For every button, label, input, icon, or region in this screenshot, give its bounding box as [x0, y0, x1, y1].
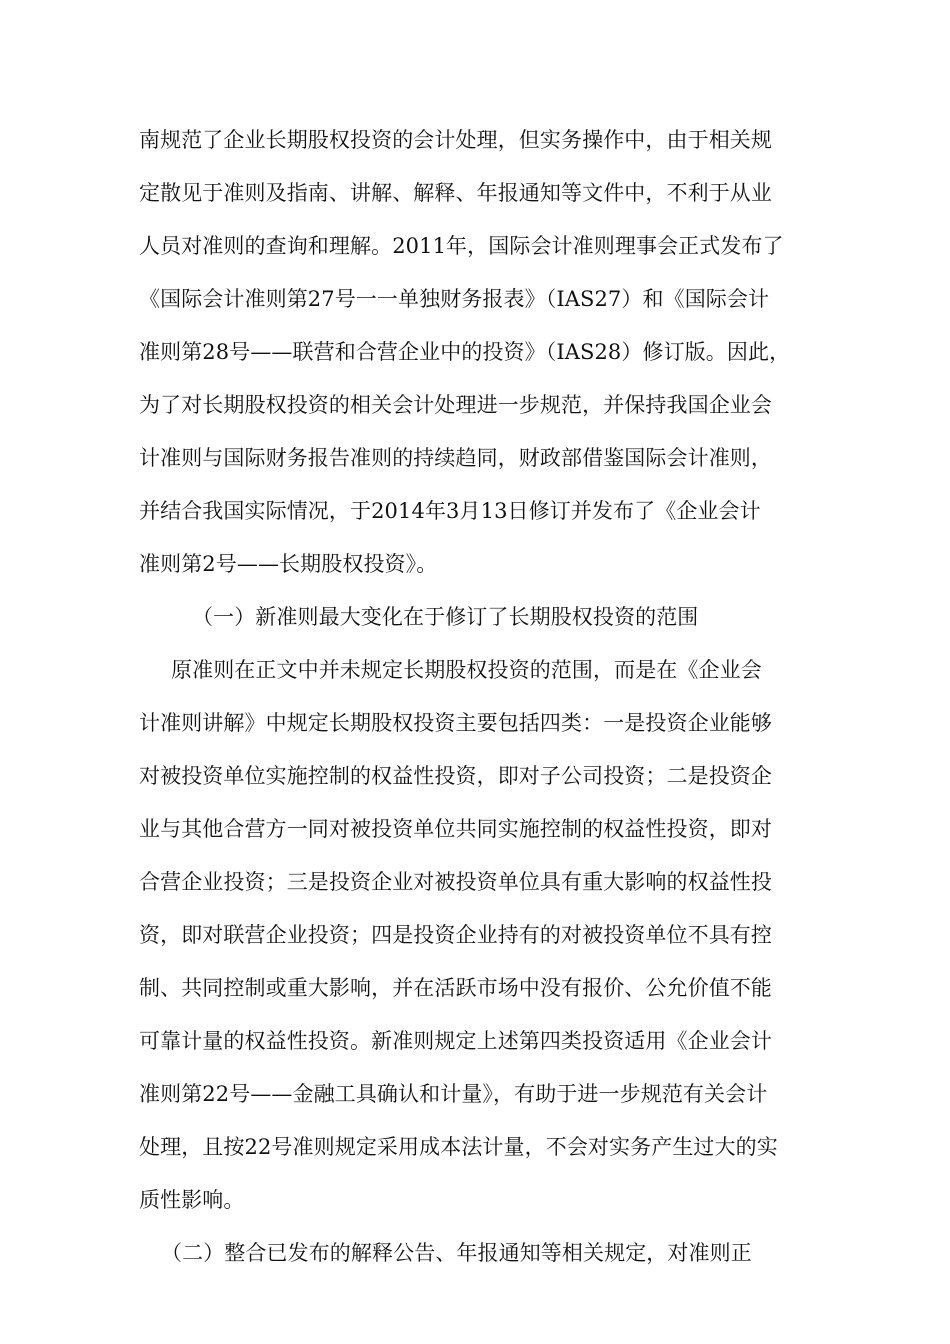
- body-text-line: 南规范了企业长期股权投资的会计处理，但实务操作中，由于相关规: [139, 128, 772, 152]
- body-text-line: 并结合我国实际情况，于2014年3月13日修订并发布了《企业会计: [139, 499, 761, 523]
- body-text-line: 对被投资单位实施控制的权益性投资，即对子公司投资；二是投资企: [139, 764, 772, 788]
- body-text-line: 质性影响。: [139, 1188, 245, 1212]
- body-text-line: 制、共同控制或重大影响，并在活跃市场中没有报价、公允价值不能: [139, 976, 772, 1000]
- body-text-line: 处理，且按22号准则规定采用成本法计量，不会对实务产生过大的实: [139, 1135, 778, 1159]
- body-text-line: 原准则在正文中并未规定长期股权投资的范围，而是在《企业会: [171, 658, 762, 682]
- body-text-line: 可靠计量的权益性投资。新准则规定上述第四类投资适用《企业会计: [139, 1029, 772, 1053]
- body-text-line: 合营企业投资；三是投资企业对被投资单位具有重大影响的权益性投: [139, 870, 772, 894]
- body-text-line: 资，即对联营企业投资；四是投资企业持有的对被投资单位不具有控: [139, 923, 772, 947]
- section-heading: （二）整合已发布的解释公告、年报通知等相关规定，对准则正: [161, 1241, 752, 1265]
- body-text-line: 业与其他合营方一同对被投资单位共同实施控制的权益性投资，即对: [139, 817, 772, 841]
- body-text-line: 《国际会计准则第27号一一单独财务报表》（IAS27）和《国际会计: [139, 287, 770, 311]
- body-text-line: 准则第2号——长期股权投资》。: [139, 552, 438, 576]
- body-text-line: 计准则与国际财务报告准则的持续趋同，财政部借鉴国际会计准则，: [139, 446, 772, 470]
- body-text-line: 人员对准则的查询和理解。2011年，国际会计准则理事会正式发布了: [139, 234, 784, 258]
- body-text-line: 定散见于准则及指南、讲解、解释、年报通知等文件中，不利于从业: [139, 181, 772, 205]
- body-text-line: 为了对长期股权投资的相关会计处理进一步规范，并保持我国企业会: [139, 393, 772, 417]
- body-text-line: 准则第22号——金融工具确认和计量》，有助于进一步规范有关会计: [139, 1082, 768, 1106]
- body-text-line: 准则第28号——联营和合营企业中的投资》（IAS28）修订版。因此，: [139, 340, 791, 364]
- section-heading: （一）新准则最大变化在于修订了长期股权投资的范围: [192, 605, 699, 629]
- body-text-line: 计准则讲解》中规定长期股权投资主要包括四类：一是投资企业能够: [139, 711, 772, 735]
